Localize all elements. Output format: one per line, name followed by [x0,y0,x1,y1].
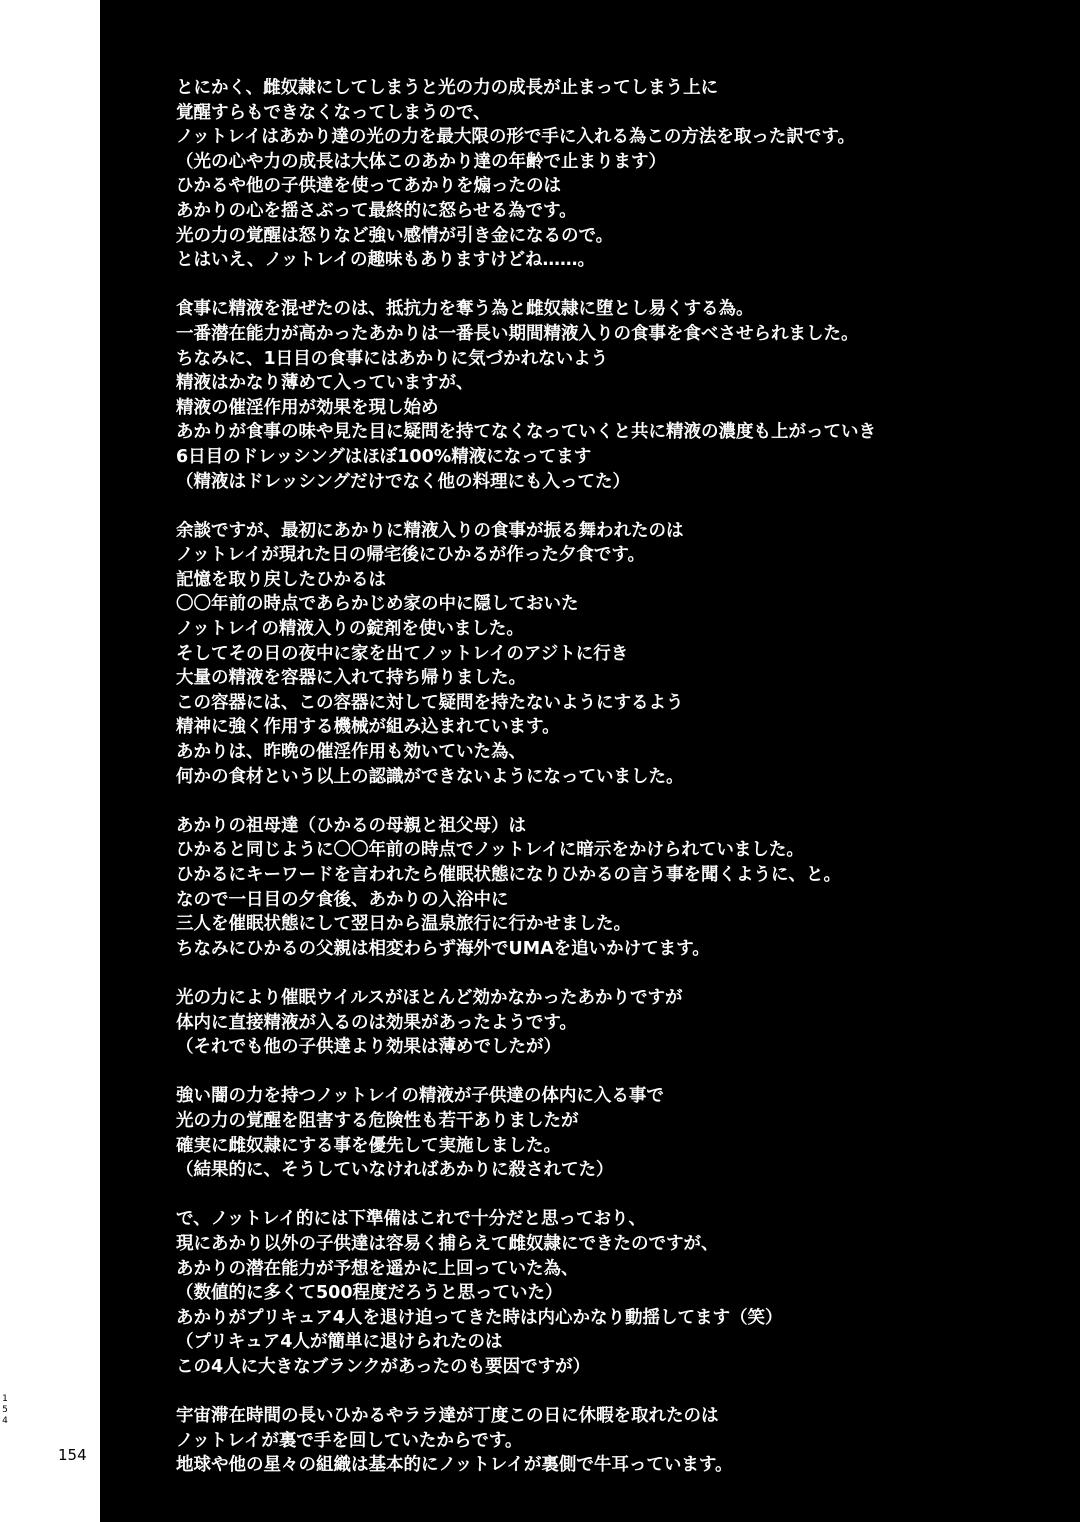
text-line: で、ノットレイ的には下準備はこれで十分だと思っており、 [176,1209,647,1230]
text-line: ひかるや他の子供達を使ってあかりを煽ったのは [176,176,561,197]
text-line: 強い闇の力を持つノットレイの精液が子供達の体内に入る事で [176,1086,664,1107]
text-line: ノットレイが現れた日の帰宅後にひかるが作った夕食です。 [176,545,645,566]
paragraph [176,814,1056,962]
text-line: この容器には、この容器に対して疑問を持たないようにするよう [176,692,684,713]
text-line: 精液はかなり薄めて入っていますが、 [176,373,474,394]
text-line: （結果的に、そうしていなければあかりに殺されてた） [176,1160,614,1181]
paragraph [176,76,1056,273]
text-line: （プリキュア4人が簡単に退けられたのは [176,1332,503,1353]
text-line: あかりの潜在能力が予想を遥かに上回っていた為、 [176,1258,579,1279]
text-line: 食事に精液を混ぜたのは、抵抗力を奪う為と雌奴隷に堕とし易くする為。 [176,299,754,320]
text-line: ちなみにひかるの父親は相変わらず海外でUMAを追いかけてます。 [176,938,710,959]
text-line: 光の力の覚醒は怒りなど強い感情が引き金になるので。 [176,225,614,246]
text-line: 体内に直接精液が入るのは効果があったようです。 [176,1012,577,1033]
text-line: ひかると同じように〇〇年前の時点でノットレイに暗示をかけられていました。 [176,840,804,861]
text-line: この4人に大きなブランクがあったのも要因ですが） [176,1356,591,1377]
paragraph [176,519,1056,790]
paragraph [176,986,1056,1060]
text-line: 地球や他の星々の組織は基本的にノットレイが裏側で牛耳っています。 [176,1455,733,1476]
afterword-text [176,76,1056,1478]
text-line: （それでも他の子供達より効果は薄めでしたが） [176,1037,561,1058]
page-number: 154 [58,1446,87,1464]
text-line: あかりの祖母達（ひかるの母親と祖父母）は [176,815,526,836]
text-line: とにかく、雌奴隷にしてしまうと光の力の成長が止まってしまう上に [176,78,719,98]
text-line: なので一日目の夕食後、あかりの入浴中に [176,889,509,910]
text-line: 何かの食材という以上の認識ができないようになっていました。 [176,766,684,787]
text-line: 精神に強く作用する機械が組み込まれています。 [176,717,560,738]
text-line: そしてその日の夜中に家を出てノットレイのアジトに行き [176,643,629,664]
text-line: ノットレイが裏で手を回していたからです。 [176,1430,523,1451]
text-line: 現にあかり以外の子供達は容易く捕らえて雌奴隷にできたのですが、 [176,1233,719,1254]
text-line: 〇〇年前の時点であらかじめ家の中に隠しておいた [176,594,579,615]
paragraph [176,1084,1056,1182]
text-line: ノットレイはあかり達の光の力を最大限の形で手に入れる為この方法を取った訳です。 [176,127,855,148]
side-page-mark: 1 5 4 [2,1394,8,1426]
paragraph [176,1207,1056,1379]
text-line: 記憶を取り戻したひかるは [176,569,386,590]
text-line: とはいえ、ノットレイの趣味もありますけどね……。 [176,250,595,271]
text-line: 光の力の覚醒を阻害する危険性も若干ありましたが [176,1110,579,1131]
text-line: 確実に雌奴隷にする事を優先して実施しました。 [176,1135,561,1156]
text-line: 6日目のドレッシングはほぼ100%精液になってます [176,446,592,467]
text-line: （精液はドレッシングだけでなく他の料理にも入ってた） [176,471,631,492]
paragraph [176,1404,1056,1478]
text-line: あかりは、昨晩の催淫作用も効いていた為、 [176,742,526,763]
text-line: 余談ですが、最初にあかりに精液入りの食事が振る舞われたのは [176,520,684,541]
text-line: ノットレイの精液入りの錠剤を使いました。 [176,619,524,640]
text-line: （光の心や力の成長は大体このあかり達の年齢で止まります） [176,151,666,172]
text-line: （数値的に多くて500程度だろうと思っていた） [176,1283,563,1304]
text-line: あかりがプリキュア4人を退け迫ってきた時は内心かなり動揺してます（笑） [176,1307,783,1328]
text-line: あかりの心を揺さぶって最終的に怒らせる為です。 [176,200,577,221]
text-line: 一番潜在能力が高かったあかりは一番長い期間精液入りの食事を食べさせられました。 [176,323,859,344]
black-text-panel [100,0,1080,1522]
text-line: あかりが食事の味や見た目に疑問を持てなくなっていくと共に精液の濃度も上がっていき [176,422,876,443]
text-line: 宇宙滞在時間の長いひかるやララ達が丁度この日に休暇を取れたのは [176,1406,719,1427]
text-line: 三人を催眠状態にして翌日から温泉旅行に行かせました。 [176,914,631,935]
text-line: 精液の催淫作用が効果を現し始め [176,397,439,418]
text-line: 大量の精液を容器に入れて持ち帰りました。 [176,668,526,689]
text-line: ひかるにキーワードを言われたら催眠状態になりひかるの言う事を聞くように、と。 [176,865,841,885]
text-line: 光の力により催眠ウイルスがほとんど効かなかったあかりですが [176,987,683,1008]
paragraph [176,297,1056,494]
text-line: 覚醒すらもできなくなってしまうので、 [176,102,491,123]
text-line: ちなみに、1日目の食事にはあかりに気づかれないよう [176,348,609,369]
left-margin [0,0,100,1522]
